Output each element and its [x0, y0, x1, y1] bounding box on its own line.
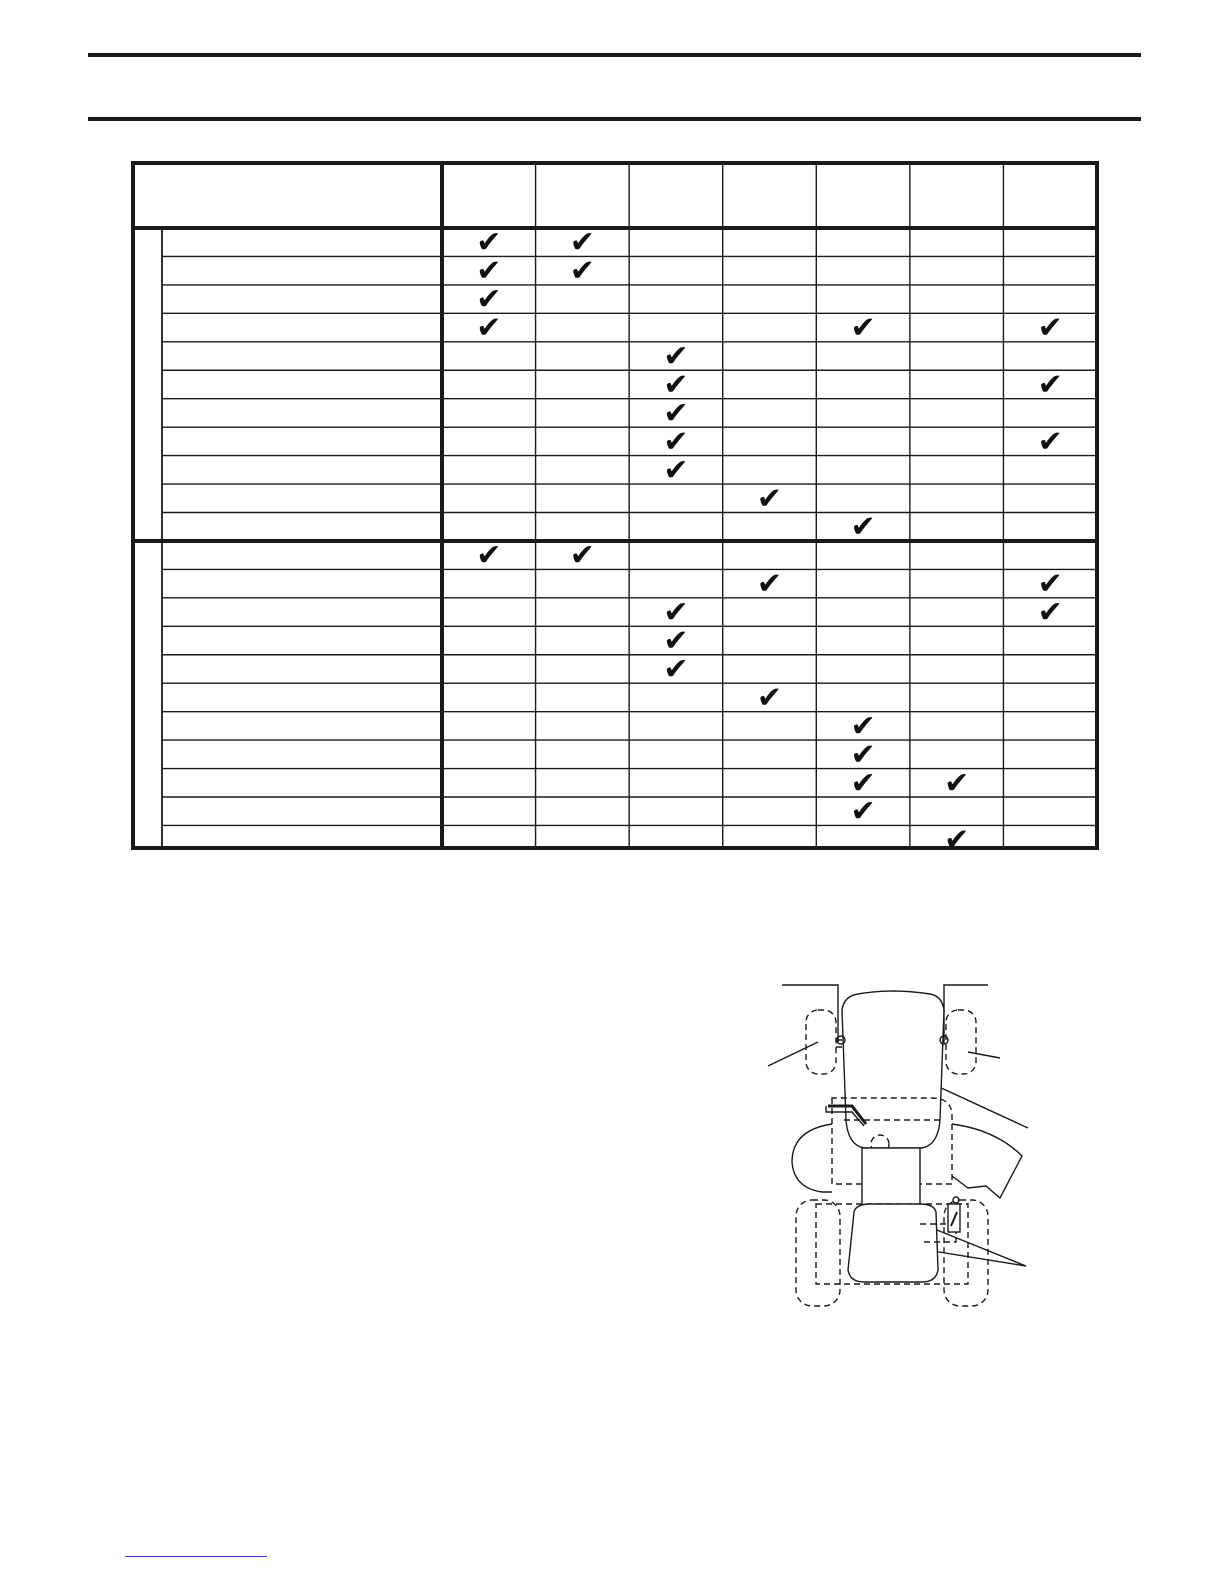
- check-mark: ✔: [569, 225, 595, 261]
- check-mark: ✔: [663, 452, 689, 488]
- frame-center: [862, 1148, 920, 1206]
- check-mark: ✔: [663, 395, 689, 431]
- check-mark: ✔: [476, 225, 502, 261]
- check-mark: ✔: [944, 765, 970, 801]
- tractor-diagram: [760, 980, 1050, 1320]
- discharge-chute: [952, 1124, 1022, 1198]
- check-mark: ✔: [663, 367, 689, 403]
- check-mark: ✔: [663, 651, 689, 687]
- check-mark: ✔: [1037, 367, 1063, 403]
- check-mark: ✔: [476, 282, 502, 318]
- check-mark: ✔: [850, 509, 876, 545]
- check-mark: ✔: [756, 680, 783, 716]
- check-mark: ✔: [944, 822, 970, 858]
- check-mark: ✔: [850, 737, 876, 773]
- check-mark: ✔: [1037, 595, 1063, 631]
- check-mark: ✔: [663, 339, 689, 375]
- deck-left-side: [792, 1124, 832, 1192]
- check-mark: ✔: [663, 623, 689, 659]
- check-mark: ✔: [1037, 566, 1063, 602]
- check-mark: ✔: [1037, 310, 1063, 346]
- shift-lever: [948, 1197, 960, 1232]
- check-mark: ✔: [476, 538, 502, 574]
- check-mark: ✔: [756, 566, 783, 602]
- check-mark: ✔: [1037, 424, 1063, 460]
- check-mark: ✔: [476, 253, 502, 289]
- seat: [848, 1204, 938, 1282]
- footer-link-underline[interactable]: [125, 1556, 267, 1557]
- check-mark: ✔: [569, 538, 595, 574]
- check-mark: ✔: [850, 310, 876, 346]
- check-mark: ✔: [569, 253, 595, 289]
- check-mark: ✔: [850, 708, 876, 744]
- check-mark: ✔: [850, 765, 876, 801]
- check-mark: ✔: [476, 310, 502, 346]
- check-mark: ✔: [663, 595, 689, 631]
- check-mark: ✔: [850, 794, 876, 830]
- check-mark: ✔: [756, 481, 783, 517]
- check-mark: ✔: [663, 424, 689, 460]
- hood: [842, 991, 944, 1148]
